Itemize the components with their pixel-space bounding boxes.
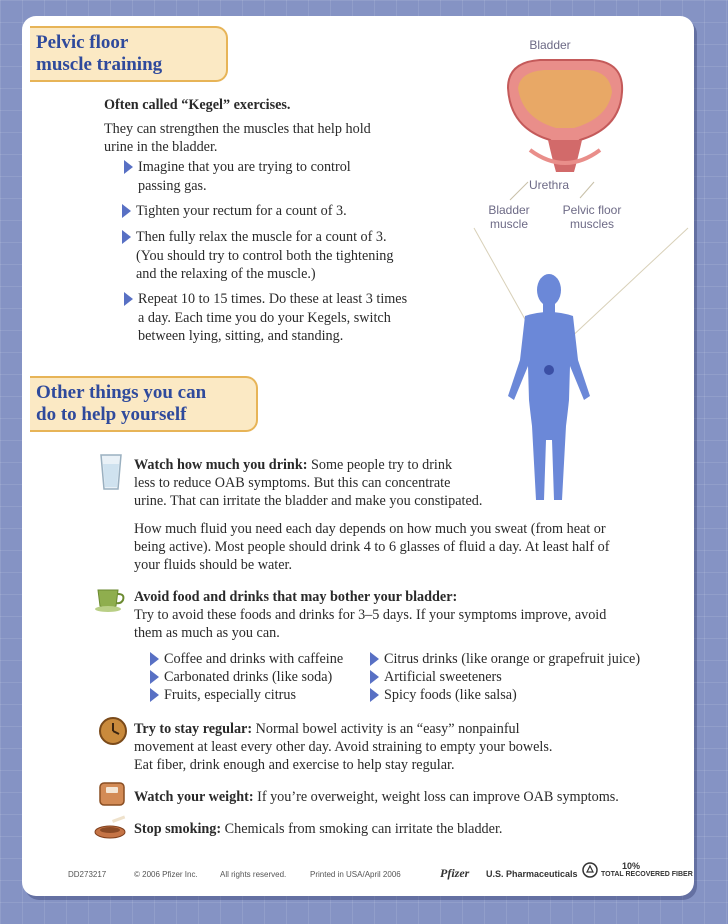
tip-weight-line: Watch your weight: If you’re overweight, weight loss can improve OAB symptoms. bbox=[134, 789, 619, 805]
clock-icon bbox=[98, 716, 128, 746]
title-line: Pelvic floor bbox=[36, 32, 129, 53]
food-list-item: Carbonated drinks (like soda) bbox=[164, 668, 332, 687]
footer-rights: All rights reserved. bbox=[220, 870, 287, 879]
kegel-intro-bold: Often called “Kegel” exercises. bbox=[104, 97, 291, 113]
kegel-step: Then fully relax the muscle for a count of 3. (You should try to control both the tightening and the relaxing of the muscle.) bbox=[136, 228, 393, 284]
arrow-bullet-icon bbox=[150, 688, 159, 702]
footer-code: DD273217 bbox=[68, 870, 107, 879]
tip-food-line: Avoid food and drinks that may bother your bladder: bbox=[134, 589, 458, 605]
urethra-icon bbox=[548, 140, 582, 172]
food-list-item: Citrus drinks (like orange or grapefruit juice) bbox=[384, 650, 640, 669]
fluid-line: your fluids should be water. bbox=[134, 557, 293, 573]
tip-drink-line: Watch how much you drink: Some people try to drink bbox=[134, 457, 453, 473]
human-figure-icon bbox=[508, 274, 590, 500]
fluid-line: being active). Most people should drink 4 to 6 glasses of fluid a day. At least half of bbox=[134, 539, 610, 555]
tip-regular-line: Try to stay regular: Normal bowel activity is an “easy” nonpainful bbox=[134, 721, 520, 737]
kegel-step: Tighten your rectum for a count of 3. bbox=[136, 202, 347, 221]
ashtray-icon bbox=[92, 814, 128, 840]
arrow-bullet-icon bbox=[370, 652, 379, 666]
label-bladder-muscle: Bladder muscle bbox=[488, 203, 530, 231]
kegel-intro-line: They can strengthen the muscles that help hold bbox=[104, 121, 371, 137]
fiber-text: TOTAL RECOVERED FIBER bbox=[601, 871, 693, 878]
bathroom-scale-icon bbox=[98, 780, 126, 808]
arrow-bullet-icon bbox=[150, 652, 159, 666]
food-list-item: Coffee and drinks with caffeine bbox=[164, 650, 343, 669]
label-bladder: Bladder bbox=[529, 38, 571, 52]
footer-division: U.S. Pharmaceuticals bbox=[486, 869, 578, 879]
fiber-percent: 10% bbox=[622, 861, 641, 871]
tip-food-line: Try to avoid these foods and drinks for 3–5 days. If your symptoms improve, avoid bbox=[134, 607, 607, 623]
tip-food-line: them as much as you can. bbox=[134, 625, 280, 641]
kegel-step: Repeat 10 to 15 times. Do these at least 3 times a day. Each time you do your Kegels, switch between lying, sitting, and standing. bbox=[138, 290, 407, 346]
tip-drink-line: urine. That can irritate the bladder and make you constipated. bbox=[134, 493, 483, 509]
tip-regular-line: Eat fiber, drink enough and exercise to help stay regular. bbox=[134, 757, 455, 773]
kegel-step: Imagine that you are trying to control passing gas. bbox=[138, 158, 351, 195]
food-list-item: Spicy foods (like salsa) bbox=[384, 686, 517, 705]
recycle-icon bbox=[582, 862, 598, 878]
footer-copyright: © 2006 Pfizer Inc. bbox=[134, 870, 198, 879]
arrow-bullet-icon bbox=[370, 688, 379, 702]
tip-drink-line: less to reduce OAB symptoms. But this can concentrate bbox=[134, 475, 451, 491]
food-list-item: Artificial sweeteners bbox=[384, 668, 502, 687]
arrow-bullet-icon bbox=[370, 670, 379, 684]
teacup-icon bbox=[94, 584, 128, 614]
water-glass-icon bbox=[98, 452, 124, 492]
title-line: Other things you can bbox=[36, 382, 207, 403]
food-list-item: Fruits, especially citrus bbox=[164, 686, 296, 705]
bladder-location-marker bbox=[544, 365, 554, 375]
tip-regular-line: movement at least every other day. Avoid straining to empty your bowels. bbox=[134, 739, 553, 755]
footer-printed: Printed in USA/April 2006 bbox=[310, 870, 401, 879]
tip-smoke-line: Stop smoking: Chemicals from smoking can irritate the bladder. bbox=[134, 821, 503, 837]
fluid-line: How much fluid you need each day depends on how much you sweat (from heat or bbox=[134, 521, 606, 537]
pfizer-logo: Pfizer bbox=[440, 866, 470, 880]
title-line: muscle training bbox=[36, 54, 163, 75]
label-pelvic-floor-muscles: Pelvic floor muscles bbox=[562, 203, 622, 231]
title-line: do to help yourself bbox=[36, 404, 187, 425]
section-title-other-things bbox=[30, 376, 258, 432]
kegel-intro-line: urine in the bladder. bbox=[104, 139, 218, 155]
label-urethra: Urethra bbox=[528, 178, 569, 192]
arrow-bullet-icon bbox=[150, 670, 159, 684]
